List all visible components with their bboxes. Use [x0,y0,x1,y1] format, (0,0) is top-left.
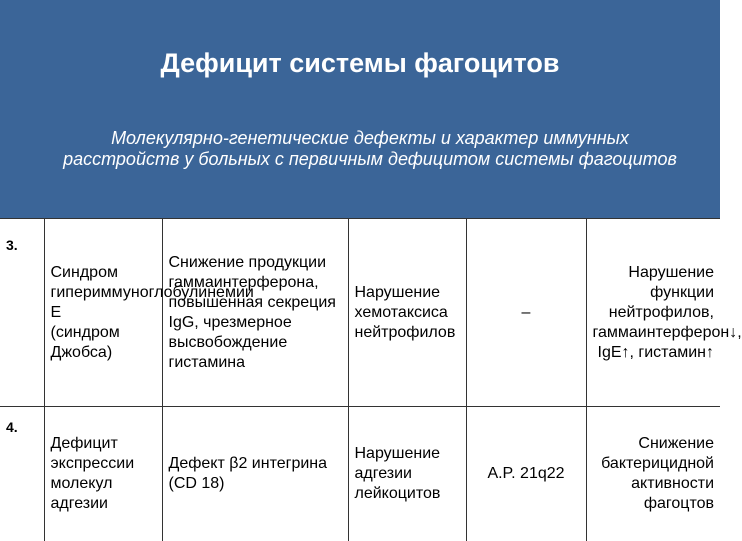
inheritance-cell: – [466,219,586,407]
inheritance-cell: A.P. 21q22 [466,407,586,541]
defect-cell: Снижение продукции гаммаинтерферона, повышенная секреция IgG, чрезмерное высвобождение гистамина [162,219,348,407]
table-row [0,219,720,407]
disease-cell: Дефицит экспрессии молекул адгезии [44,407,162,541]
slide-header [0,0,720,218]
phagocyte-deficiency-table [0,218,742,541]
function-cell: Нарушение адгезии лейкоцитов [348,407,466,541]
row-number: 3. [0,219,44,407]
function-cell: Нарушение хемотаксиса нейтрофилов [348,219,466,407]
defect-cell: Дефект β2 интегрина (CD 18) [162,407,348,541]
table-row [0,407,720,541]
slide-title: Дефицит системы фагоцитов [160,48,560,78]
result-cell: Снижение бактерицидной активности фагоцтов [586,407,720,541]
row-number: 4. [0,407,44,541]
result-cell: Нарушение функции нейтрофилов, гаммаинтерферон↓, IgE↑, гистамин↑ [586,219,720,407]
slide-subtitle: Молекулярно-генетические дефекты и характер иммунных расстройств у больных с первичным дефицитом системы фагоцитов [63,128,677,169]
disease-cell: Синдром гипериммуноглобулинемии E (синдром Джобса) [44,219,162,407]
